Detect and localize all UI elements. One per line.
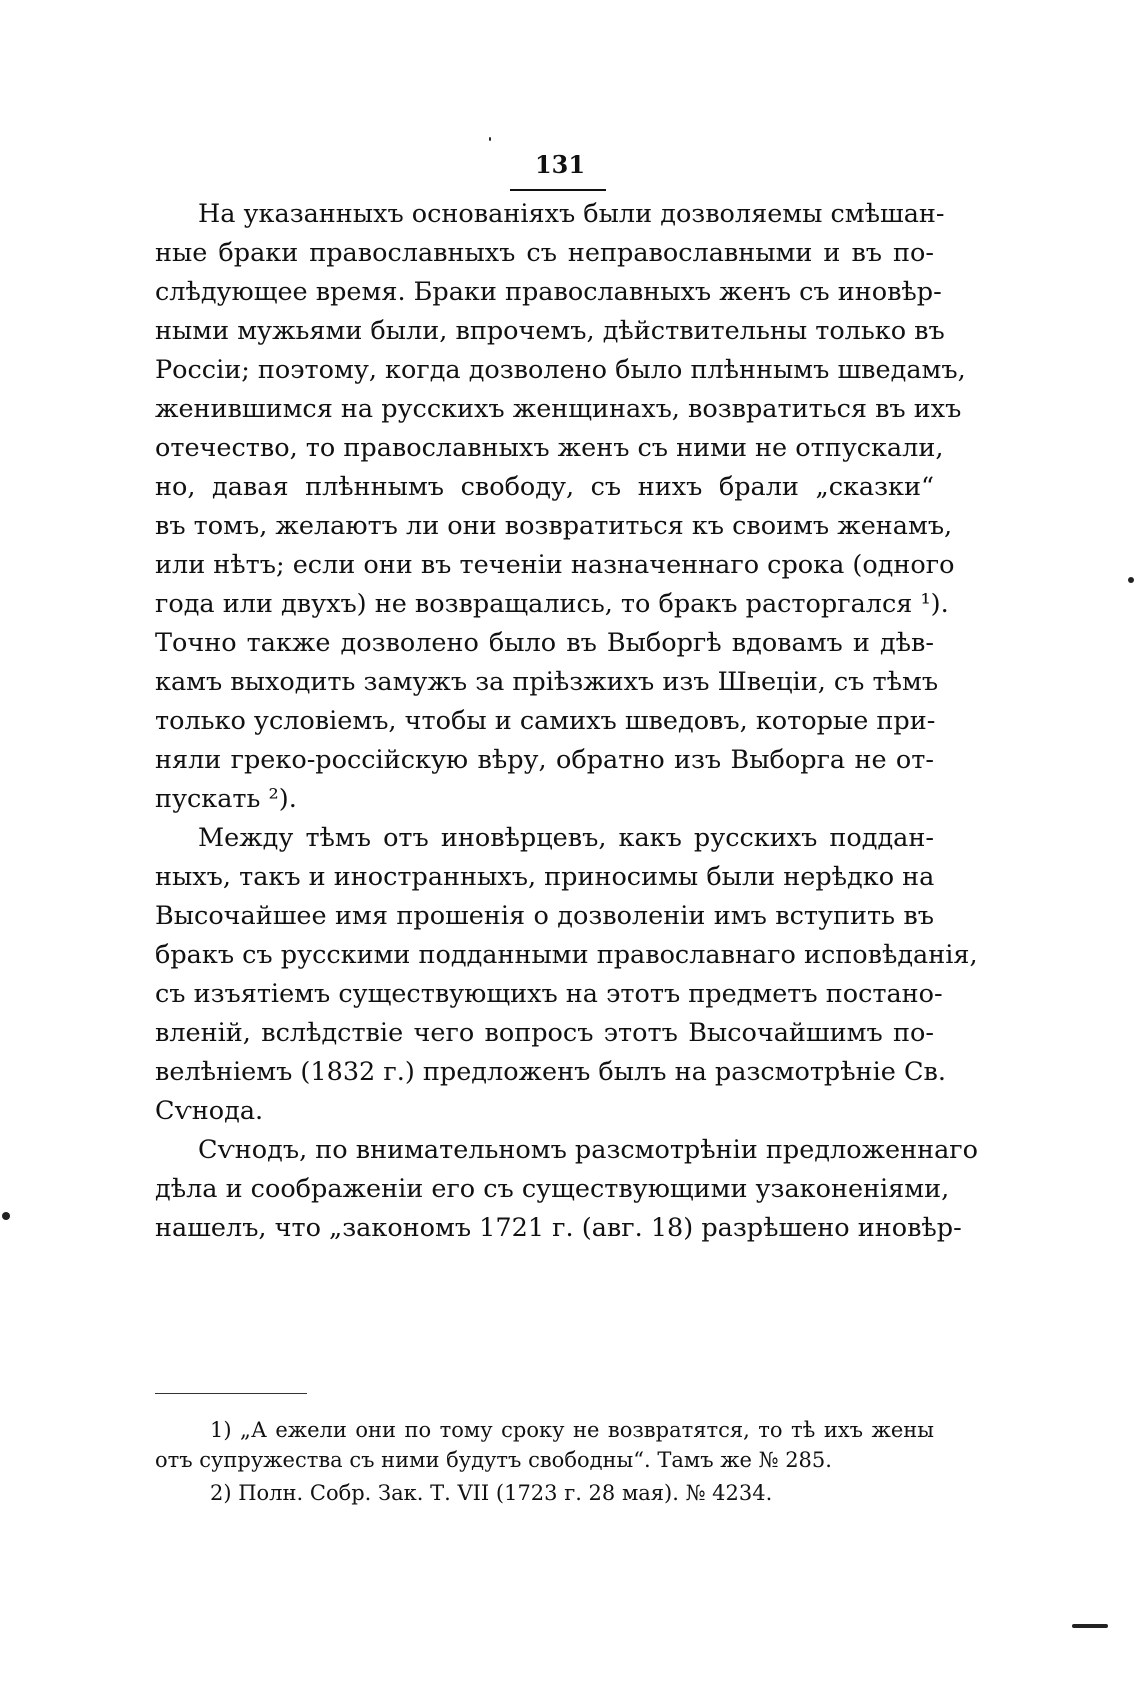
body-line: пускать ²). bbox=[155, 784, 297, 814]
page-number-rule bbox=[510, 189, 606, 191]
page-number: 131 bbox=[534, 150, 586, 179]
body-line: слѣдующее время. Браки православныхъ женъ съ иновѣр- bbox=[155, 277, 942, 307]
body-line: въ томъ, желаютъ ли они возвратиться къ своимъ женамъ, bbox=[155, 511, 953, 541]
body-line: нашелъ, что „закономъ 1721 г. (авг. 18) разрѣшено иновѣр- bbox=[155, 1213, 962, 1243]
body-line: Сѵнода. bbox=[155, 1096, 264, 1126]
footnote: 1) „А ежели они по тому сроку не возвратятся, то тѣ ихъ жены bbox=[210, 1418, 934, 1442]
body-line: вленій, вслѣдствіе чего вопросъ этотъ Высочайшимъ по- bbox=[155, 1018, 934, 1048]
scan-speck bbox=[489, 137, 491, 141]
body-line: дѣла и соображеніи его съ существующими узаконеніями, bbox=[155, 1174, 950, 1204]
body-line: только условіемъ, чтобы и самихъ шведовъ, которые при- bbox=[155, 706, 936, 736]
body-line: Сѵнодъ, по внимательномъ разсмотрѣніи предложеннаго bbox=[198, 1135, 979, 1165]
body-line: Россіи; поэтому, когда дозволено было плѣннымъ шведамъ, bbox=[155, 355, 966, 385]
body-line: велѣніемъ (1832 г.) предложенъ былъ на разсмотрѣніе Св. bbox=[155, 1057, 946, 1087]
body-line: Высочайшее имя прошенія о дозволеніи имъ вступить въ bbox=[155, 901, 934, 931]
footnote: отъ супружества съ ними будутъ свободны“. Тамъ же № 285. bbox=[155, 1448, 832, 1472]
body-line: ными мужьями были, впрочемъ, дѣйствительны только въ bbox=[155, 316, 945, 346]
body-line: бракъ съ русскими подданными православнаго исповѣданія, bbox=[155, 940, 978, 970]
body-line: съ изъятіемъ существующихъ на этотъ предметъ постано- bbox=[155, 979, 943, 1009]
body-line: На указанныхъ основаніяхъ были дозволяемы смѣшан- bbox=[198, 199, 945, 229]
body-line: Между тѣмъ отъ иновѣрцевъ, какъ русскихъ поддан- bbox=[198, 823, 934, 853]
scan-speck bbox=[1072, 1624, 1108, 1628]
body-line: но, давая плѣннымъ свободу, съ нихъ брали „сказки“ bbox=[155, 472, 934, 502]
body-line: Точно также дозволено было въ Выборгѣ вдовамъ и дѣв- bbox=[155, 628, 934, 658]
body-line: няли греко-россійскую вѣру, обратно изъ Выборга не от- bbox=[155, 745, 934, 775]
body-line: ныхъ, такъ и иностранныхъ, приносимы были нерѣдко на bbox=[155, 862, 935, 892]
scan-speck bbox=[2, 1212, 10, 1220]
body-line: или нѣтъ; если они въ теченіи назначеннаго срока (одного bbox=[155, 550, 955, 580]
body-line: камъ выходить замужъ за пріѣзжихъ изъ Швеціи, съ тѣмъ bbox=[155, 667, 939, 697]
body-line: года или двухъ) не возвращались, то бракъ расторгался ¹). bbox=[155, 589, 949, 619]
body-line: ные браки православныхъ съ неправославными и въ по- bbox=[155, 238, 934, 268]
body-line: отечество, то православныхъ женъ съ ними не отпускали, bbox=[155, 433, 944, 463]
footnote: 2) Полн. Собр. Зак. Т. VII (1723 г. 28 мая). № 4234. bbox=[210, 1481, 773, 1505]
scan-speck bbox=[1128, 577, 1134, 583]
body-line: женившимся на русскихъ женщинахъ, возвратиться въ ихъ bbox=[155, 394, 962, 424]
footnote-rule bbox=[155, 1393, 307, 1394]
